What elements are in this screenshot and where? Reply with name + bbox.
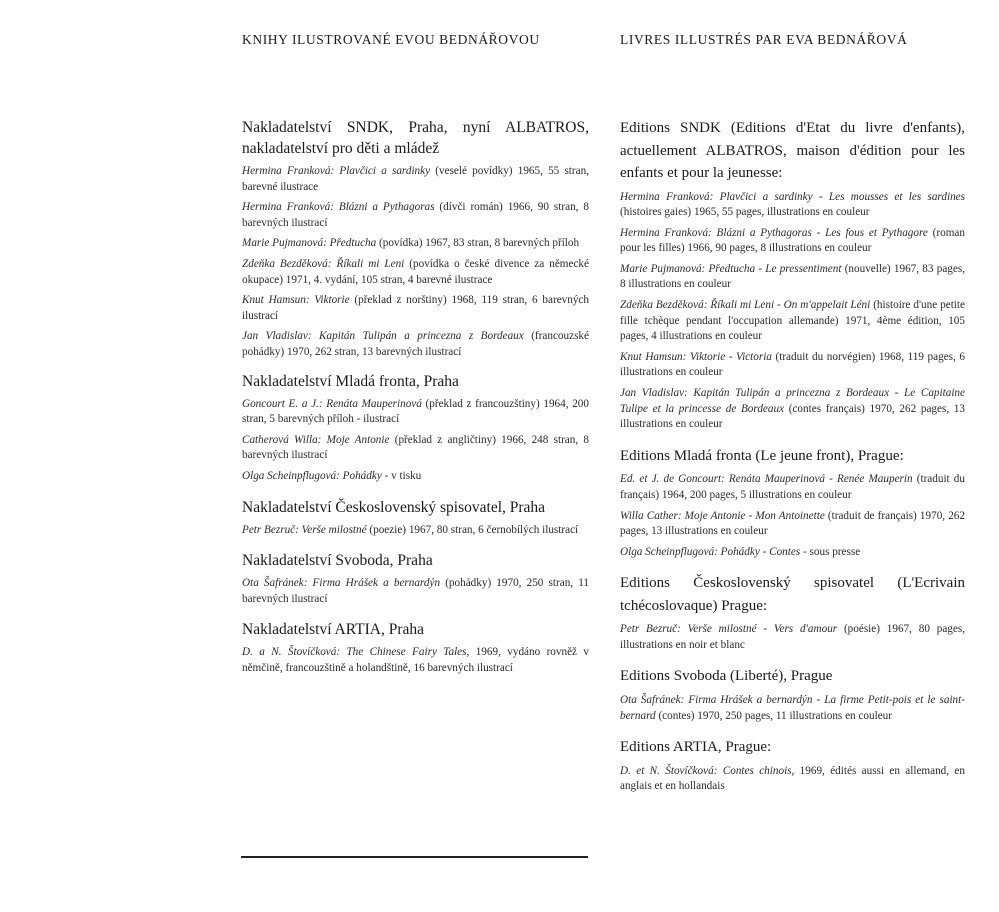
book-title: Hermina Franková: Plavčici a sardinky — [242, 165, 431, 177]
book-title: Jan Vladislav: Kapitán Tulipán a princezna z Bordeaux — [242, 330, 524, 343]
book-details: (francouzské pohádky) 1970, 262 stran, 13 barevných ilustrací — [242, 330, 589, 358]
book-entry — [620, 545, 965, 561]
book-title: Ota Šafránek: Firma Hrášek a bernardýn - La firme Petit-pois et le saint-bernard — [620, 693, 965, 722]
book-details: (traduit du norvégien) 1968, 119 pages, 6 illustrations en couleur — [620, 350, 965, 379]
book-details: (překlad z francouzštiny) 1964, 200 stran, 5 barevných příloh - ilustrací — [242, 397, 589, 426]
book-details: (překlad z angličtiny) 1966, 248 stran, 8 barevných ilustrací — [242, 433, 589, 462]
book-title: Knut Hamsun: Viktorie - Victoria — [620, 350, 772, 363]
book-title: Zdeňka Bezděková: Říkali mi Leni - On m'appelait Léni — [620, 299, 871, 312]
book-entry — [242, 236, 589, 252]
book-entry — [620, 509, 965, 540]
publisher-heading: Editions Mladá fronta (Le jeune front), Prague: — [620, 447, 904, 464]
book-entry — [242, 576, 589, 607]
book-title: Marie Pujmanová: Předtucha — [242, 237, 377, 250]
french-page-title: LIVRES ILLUSTRÉS PAR EVA BEDNÁŘOVÁ — [620, 32, 908, 47]
publisher-section — [620, 572, 965, 653]
book-details: (histoires gaies) 1965, 55 pages, illustrations en couleur — [620, 206, 870, 219]
book-entry — [620, 262, 965, 293]
publisher-heading: Editions ARTIA, Prague: — [620, 739, 772, 756]
book-title: Ed. et J. de Goncourt: Renáta Mauperinová - Renée Mauperin — [620, 473, 913, 486]
publisher-section — [620, 665, 965, 724]
book-title: Goncourt E. a J.: Renáta Mauperinová — [242, 397, 422, 410]
book-details: (nouvelle) 1967, 83 pages, 8 illustrations en couleur — [620, 262, 965, 291]
publisher-heading: Nakladatelství Svoboda, Praha — [242, 552, 433, 570]
book-entry — [620, 622, 965, 653]
book-details: (pohádky) 1970, 250 stran, 11 barevných ilustrací — [242, 577, 589, 605]
book-title: Zdeňka Bezděková: Říkali mi Leni — [242, 257, 405, 270]
book-entry — [242, 645, 589, 676]
book-entry — [242, 397, 589, 428]
publisher-section — [242, 619, 589, 676]
publisher-heading: Editions Československý spisovatel (L'Ecrivain tchécoslovaque) Prague: — [620, 575, 965, 614]
book-title: D. et N. Štovíčková: Contes chinois, — [620, 764, 795, 777]
book-details: - v tisku — [381, 469, 422, 482]
book-entry — [242, 293, 589, 324]
book-entry — [242, 164, 589, 195]
book-entry — [620, 190, 965, 221]
book-details: (traduit du français) 1964, 200 pages, 5 illustrations en couleur — [620, 473, 965, 501]
book-details: (povídka) 1967, 83 stran, 8 barevných příloh — [376, 237, 580, 250]
publisher-section — [620, 445, 965, 560]
publisher-section — [242, 371, 589, 485]
book-entry — [242, 200, 589, 231]
publisher-heading: Nakladatelství Mladá fronta, Praha — [242, 372, 459, 390]
book-title: Olga Scheinpflugová: Pohádky — [242, 469, 382, 482]
book-details: (roman pour les filles) 1966, 90 pages, 8 illustrations en couleur — [620, 226, 965, 255]
book-entry — [242, 329, 589, 360]
book-details: (poésie) 1967, 80 pages, illustrations en noir et blanc — [620, 623, 965, 651]
book-entry — [620, 693, 965, 724]
book-title: Marie Pujmanová: Předtucha - Le pressentiment — [620, 262, 842, 275]
book-title: Jan Vladislav: Kapitán Tulipán a princezna z Bordeaux - Le Capitaine Tulipe et la princesse de Bordeaux — [620, 387, 965, 415]
book-title: D. a N. Štovíčková: The Chinese Fairy Tales, — [242, 646, 470, 659]
book-title: Petr Bezruč: Verše milostné — [242, 523, 367, 536]
book-details: (histoire d'une petite fille tchèque pendant l'occupation allemande) 1971, 4ème édition, 105 pages, 4 illustrations en couleur — [620, 299, 965, 343]
czech-publisher-list — [242, 117, 589, 688]
book-details: (překlad z norštiny) 1968, 119 stran, 6 barevných ilustrací — [242, 294, 589, 322]
book-title: Hermina Franková: Blázni a Pythagoras - Les fous et Pythagore — [620, 226, 928, 239]
french-publisher-list — [620, 117, 965, 807]
book-entry — [620, 350, 965, 381]
book-entry — [242, 523, 589, 539]
book-details: - sous presse — [800, 545, 861, 558]
publisher-section — [620, 117, 965, 433]
book-title: Catherová Willa: Moje Antonie — [242, 433, 390, 446]
book-title: Willa Cather: Moje Antonie - Mon Antoinette — [620, 509, 825, 522]
publisher-heading: Editions Svoboda (Liberté), Prague — [620, 668, 833, 685]
book-details: (veselé povídky) 1965, 55 stran, barevné ilustrace — [242, 165, 589, 193]
book-title: Olga Scheinpflugová: Pohádky - Contes — [620, 545, 801, 558]
book-details: 1969, vydáno rovněž v němčině, francouzštině a holandštině, 16 barevných ilustrací — [242, 646, 589, 674]
book-title: Hermina Franková: Blázni a Pythagoras — [242, 201, 435, 214]
book-entry — [242, 433, 589, 464]
book-details: (dívči román) 1966, 90 stran, 8 barevných ilustrací — [242, 201, 589, 229]
book-entry — [242, 469, 589, 485]
publisher-heading: Nakladatelství Československý spisovatel, Praha — [242, 498, 546, 516]
publisher-section — [242, 497, 589, 539]
book-title: Knut Hamsun: Viktorie — [242, 294, 350, 307]
footer-divider — [241, 856, 588, 858]
book-details: (traduit de français) 1970, 262 pages, 13 illustrations en couleur — [620, 509, 965, 538]
publisher-section — [620, 736, 965, 795]
publisher-section — [242, 550, 589, 607]
book-details: (poezie) 1967, 80 stran, 6 černobílých ilustrací — [366, 523, 579, 536]
book-entry — [242, 257, 589, 288]
book-details: (contes) 1970, 250 pages, 11 illustrations en couleur — [655, 709, 892, 722]
book-entry — [620, 472, 965, 503]
book-entry — [620, 764, 965, 795]
publisher-heading: Editions SNDK (Editions d'Etat du livre d'enfants), actuellement ALBATROS, maison d'édition pour les enfants et pour la jeunesse: — [620, 120, 965, 181]
book-entry — [620, 386, 965, 433]
book-entry — [620, 226, 965, 257]
book-title: Ota Šafránek: Firma Hrášek a bernardýn — [242, 577, 441, 590]
publisher-heading: Nakladatelství ARTIA, Praha — [242, 621, 425, 639]
publisher-heading: Nakladatelství SNDK, Praha, nyní ALBATROS, nakladatelství pro děti a mládež — [242, 119, 589, 157]
book-title: Hermina Franková: Plavčici a sardinky - Les mousses et les sardines — [620, 190, 965, 203]
book-title: Petr Bezruč: Verše milostné - Vers d'amour — [620, 623, 838, 636]
publisher-section — [242, 117, 589, 361]
book-entry — [620, 298, 965, 345]
czech-page-title: KNIHY ILUSTROVANÉ EVOU BEDNÁŘOVOU — [242, 32, 540, 47]
book-details: 1969, édités aussi en allemand, en anglais et en hollandais — [620, 764, 965, 793]
book-details: (contes français) 1970, 262 pages, 13 illustrations en couleur — [620, 402, 965, 431]
book-details: (povídka o české divence za německé okupace) 1971, 4. vydání, 105 stran, 4 barevné ilustrace — [242, 257, 589, 286]
